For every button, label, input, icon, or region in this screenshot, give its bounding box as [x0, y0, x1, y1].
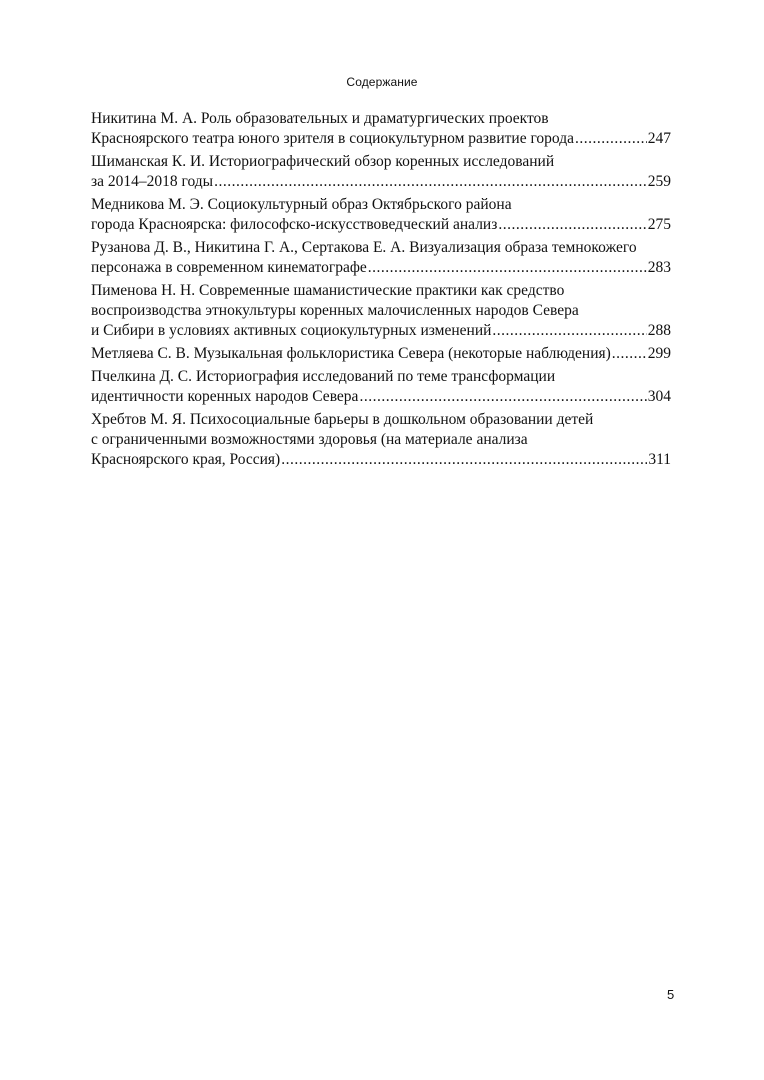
toc-entry-title-line: Шиманская К. И. Историографический обзор коренных исследований — [91, 153, 555, 170]
toc-page-number: 304 — [647, 388, 671, 405]
toc-entry — [91, 410, 671, 470]
toc-page-number: 299 — [647, 345, 671, 362]
dot-leader — [492, 321, 646, 341]
toc-entry — [91, 195, 671, 235]
toc-page-number: 247 — [647, 130, 671, 147]
toc-entry-last-line — [91, 344, 671, 364]
toc-entry-title-line: Метляева С. В. Музыкальная фольклористика Севера (некоторые наблюдения) — [91, 345, 611, 362]
toc-entry-title-line: Красноярского театра юного зрителя в социокультурном развитие города — [91, 130, 575, 147]
dot-leader — [368, 258, 647, 278]
toc-entry-title-line: воспроизводства этнокультуры коренных малочисленных народов Севера — [91, 302, 579, 319]
toc-entry — [91, 238, 671, 278]
dot-leader — [281, 450, 647, 470]
toc-entry-title-line: города Красноярска: философско-искусствоведческий анализ — [91, 216, 498, 233]
toc-entry-last-line — [91, 215, 671, 235]
toc-entry-title-line: Медникова М. Э. Социокультурный образ Октябрьского района — [91, 196, 512, 213]
toc-entry-last-line — [91, 321, 671, 341]
dot-leader — [575, 129, 647, 149]
toc-page-number: 259 — [647, 173, 671, 190]
page-title: Содержание — [346, 75, 418, 89]
toc-entry-title-line: и Сибири в условиях активных социокультурных изменений — [91, 322, 492, 339]
toc-entry-title-line: с ограниченными возможностями здоровья (на материале анализа — [91, 431, 528, 448]
dot-leader — [359, 387, 646, 407]
dot-leader — [612, 344, 647, 364]
toc-entry-last-line — [91, 258, 671, 278]
toc-entry — [91, 109, 671, 149]
toc-entry-title-line: Пчелкина Д. С. Историография исследований по теме трансформации — [91, 368, 556, 385]
toc-entry — [91, 281, 671, 341]
toc-entry-last-line — [91, 450, 671, 470]
toc-page-number: 288 — [647, 322, 671, 339]
toc-entry-title-line: за 2014–2018 годы — [91, 173, 214, 190]
toc-entry-title-line: персонажа в современном кинематографе — [91, 259, 367, 276]
toc-entry — [91, 152, 671, 192]
toc-page-number: 275 — [647, 216, 671, 233]
toc-entry-last-line — [91, 387, 671, 407]
page-number: 5 — [667, 987, 675, 1002]
toc-entry-title-line: Красноярского края, Россия) — [91, 451, 281, 468]
toc-entry-title-line: Рузанова Д. В., Никитина Г. А., Сертакова Е. А. Визуализация образа темнокожего — [91, 239, 637, 256]
dot-leader — [498, 215, 646, 235]
toc-entry — [91, 344, 671, 364]
toc-entry-last-line — [91, 129, 671, 149]
toc-entry-title-line: Никитина М. А. Роль образовательных и драматургических проектов — [91, 110, 549, 127]
toc-page-number: 283 — [647, 259, 671, 276]
toc-entry — [91, 367, 671, 407]
toc-entry-title-line: Хребтов М. Я. Психосоциальные барьеры в дошкольном образовании детей — [91, 411, 594, 428]
table-of-contents — [91, 109, 671, 473]
dot-leader — [214, 172, 647, 192]
toc-page-number: 311 — [648, 451, 671, 468]
toc-entry-title-line: Пименова Н. Н. Современные шаманистические практики как средство — [91, 282, 565, 299]
toc-entry-last-line — [91, 172, 671, 192]
toc-entry-title-line: идентичности коренных народов Севера — [91, 388, 359, 405]
